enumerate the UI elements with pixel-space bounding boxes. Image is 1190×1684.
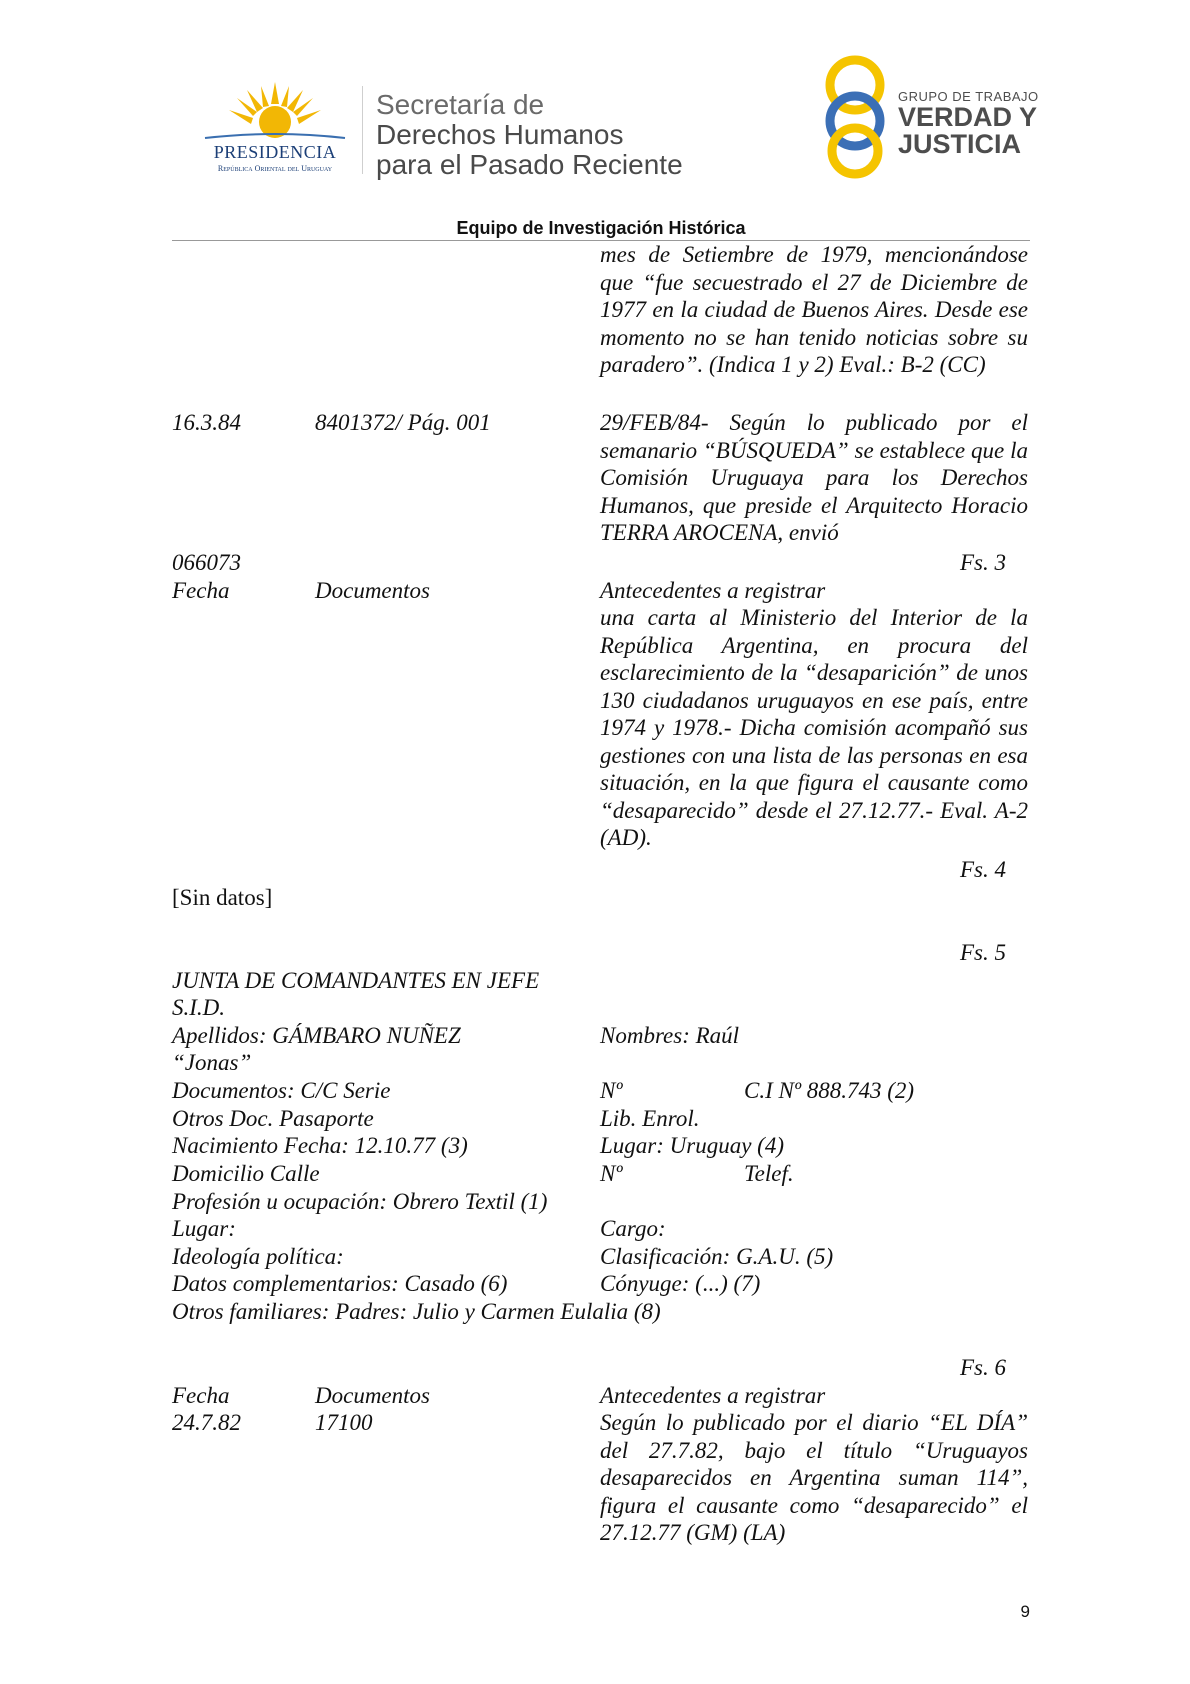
ficha-documentos: Documentos: C/C Serie: [172, 1078, 391, 1103]
team-title: Equipo de Investigación Histórica: [456, 218, 746, 238]
sin-datos: [Sin datos]: [172, 885, 273, 910]
ficha-ci: C.I Nº 888.743 (2): [744, 1078, 915, 1103]
fs3-label: Fs. 3: [960, 550, 1006, 575]
ficha-nacimiento: Nacimiento Fecha: 12.10.77 (3): [172, 1133, 468, 1158]
th1-fecha: Fecha: [172, 578, 230, 603]
ficha-telef: Telef.: [744, 1161, 794, 1186]
logo-divider: [362, 86, 363, 174]
ficha-num-1: Nº: [600, 1078, 623, 1103]
justicia-label: JUSTICIA: [898, 129, 1022, 159]
ficha-otros-doc: Otros Doc. Pasaporte: [172, 1106, 374, 1131]
presidencia-logo: [195, 80, 355, 180]
ficha-sid: S.I.D.: [172, 995, 226, 1020]
presidencia-label: PRESIDENCIA: [213, 142, 337, 162]
ficha-apellidos: Apellidos: GÁMBARO NUÑEZ: [172, 1023, 461, 1048]
ficha-lugar: Lugar:: [172, 1216, 236, 1241]
ficha-alias: “Jonas”: [172, 1050, 252, 1075]
entry1-text: mes de Setiembre de 1979, mencionándose que “fue secuestrado el 27 de Diciembre de 1977 en la ciudad de Buenos Aires. Desde ese momento no se han tenido noticias sobre su paradero”. (Indica 1 y 2) Eval.: B-2 (CC): [600, 242, 1028, 377]
ficha-otros-familiares: Otros familiares: Padres: Julio y Carmen Eulalia (8): [172, 1299, 661, 1324]
ficha-nombres: Nombres: Raúl: [600, 1023, 740, 1048]
entry3-fecha: 24.7.82: [172, 1410, 241, 1435]
entry2-text: 29/FEB/84- Según lo publicado por el semanario “BÚSQUEDA” se establece que la Comisión Uruguaya para los Derechos Humanos, que preside el Arquitecto Horacio TERRA AROCENA, envió: [600, 410, 1028, 545]
ficha-lugar-nacimiento: Lugar: Uruguay (4): [600, 1133, 784, 1158]
secretaria-line-3: para el Pasado Reciente: [376, 149, 683, 180]
th1-antecedentes: Antecedentes a registrar: [600, 578, 826, 603]
ficha-conyuge: Cónyuge: (...) (7): [600, 1271, 761, 1296]
ficha-ideologia: Ideología política:: [172, 1244, 344, 1269]
ficha-datos-complementarios: Datos complementarios: Casado (6): [172, 1271, 508, 1296]
page-number: 9: [1020, 1602, 1030, 1621]
ficha-domicilio: Domicilio Calle: [172, 1161, 320, 1186]
th2-documentos: Documentos: [315, 1383, 430, 1408]
entry3-documento: 17100: [315, 1410, 373, 1435]
presidencia-sub: República Oriental del Uruguay: [217, 164, 333, 173]
doc-code: 066073: [172, 550, 241, 575]
secretaria-logo-text: [376, 90, 683, 180]
ficha-junta: JUNTA DE COMANDANTES EN JEFE: [172, 968, 540, 993]
ficha-num-2: Nº: [600, 1161, 623, 1186]
secretaria-line-2: Derechos Humanos: [376, 119, 624, 150]
fs4-label: Fs. 4: [960, 857, 1006, 882]
ficha-profesion: Profesión u ocupación: Obrero Textil (1): [172, 1189, 548, 1214]
ficha-lib-enrol: Lib. Enrol.: [600, 1106, 700, 1131]
fs6-label: Fs. 6: [960, 1355, 1006, 1380]
entry2-fecha: 16.3.84: [172, 410, 241, 435]
sun-icon: [195, 80, 355, 150]
grupo-label: GRUPO DE TRABAJO: [898, 89, 1039, 104]
th2-antecedentes: Antecedentes a registrar: [600, 1383, 826, 1408]
secretaria-line-1: Secretaría de: [376, 89, 545, 120]
fs5-label: Fs. 5: [960, 940, 1006, 965]
th2-fecha: Fecha: [172, 1383, 230, 1408]
verdad-label: VERDAD Y: [898, 102, 1038, 132]
entry2-documento: 8401372/ Pág. 001: [315, 410, 491, 435]
ficha-cargo: Cargo:: [600, 1216, 666, 1241]
ficha-clasificacion: Clasificación: G.A.U. (5): [600, 1244, 834, 1269]
th1-documentos: Documentos: [315, 578, 430, 603]
rings-icon: [820, 55, 890, 180]
entry3-text: Según lo publicado por el diario “EL DÍA” del 27.7.82, bajo el título “Uruguayos desaparecidos en Argentina suman 114”, figura el causante como “desaparecido” el 27.12.77 (GM) (LA): [600, 1410, 1028, 1545]
entry2-continued-text: una carta al Ministerio del Interior de la República Argentina, en procura del esclarecimiento de la “desaparición” de unos 130 ciudadanos uruguayos en ese país, entre 1974 y 1978.- Dicha comisión acompañó sus gestiones con una lista de las personas en esa situación, en la que figura el causante como “desaparecido” desde el 27.12.77.- Eval. A-2 (AD).: [600, 605, 1028, 850]
verdad-justicia-logo: [820, 55, 1050, 180]
